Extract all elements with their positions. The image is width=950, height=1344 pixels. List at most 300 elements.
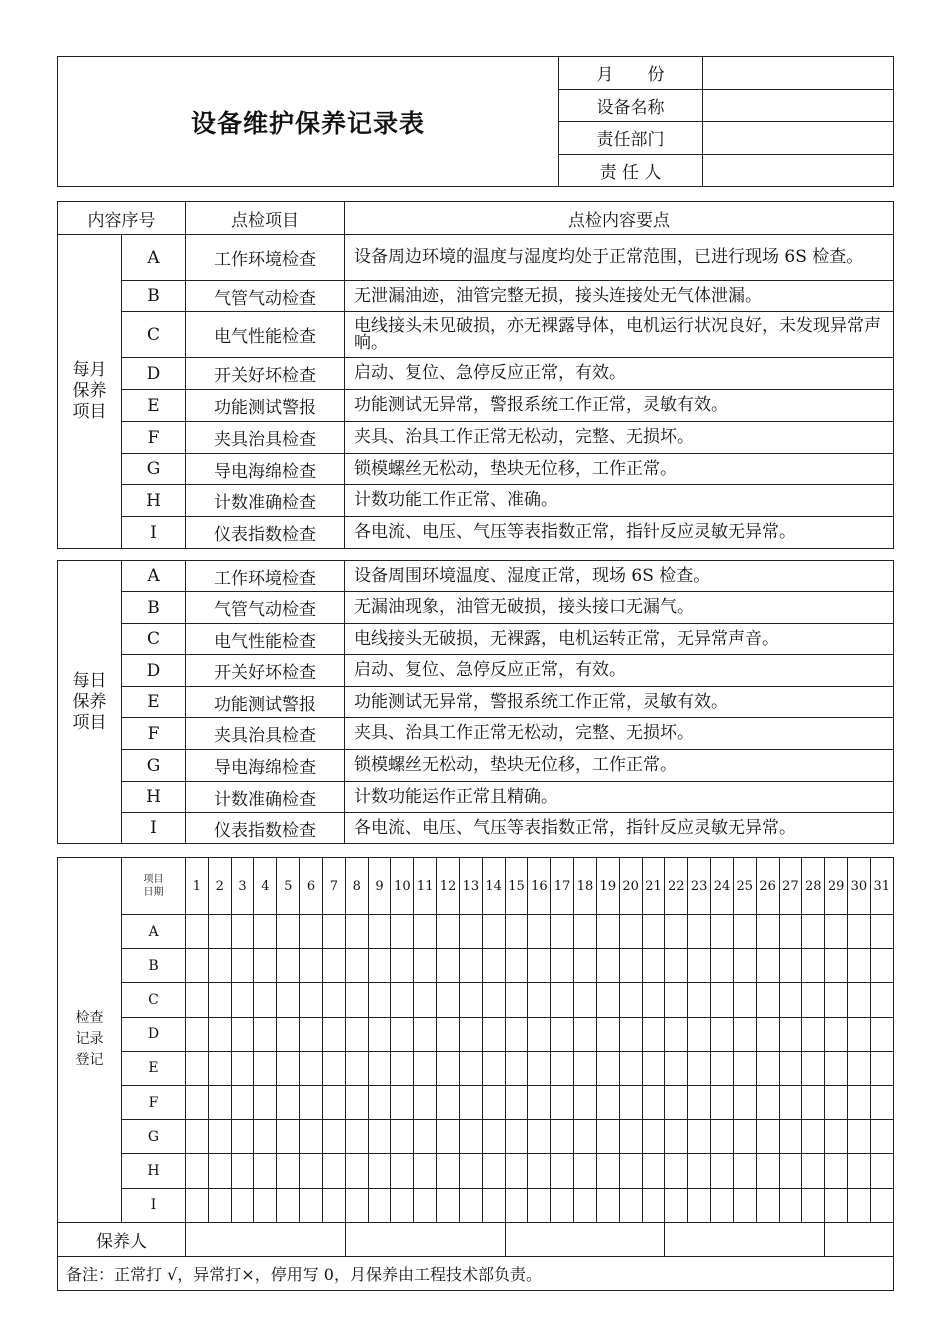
record-check-cell[interactable]	[528, 1188, 551, 1222]
record-check-cell[interactable]	[254, 949, 277, 983]
record-check-cell[interactable]	[186, 915, 209, 949]
record-check-cell[interactable]	[459, 1154, 482, 1188]
record-check-cell[interactable]	[665, 1085, 688, 1119]
record-check-cell[interactable]	[277, 1120, 300, 1154]
record-check-cell[interactable]	[505, 1154, 528, 1188]
record-check-cell[interactable]	[505, 1051, 528, 1085]
record-check-cell[interactable]	[665, 1154, 688, 1188]
record-check-cell[interactable]	[779, 1154, 802, 1188]
record-check-cell[interactable]	[642, 1051, 665, 1085]
record-check-cell[interactable]	[574, 1085, 597, 1119]
record-check-cell[interactable]	[528, 1085, 551, 1119]
record-check-cell[interactable]	[665, 949, 688, 983]
day-number: 20	[619, 858, 642, 915]
record-check-cell[interactable]	[756, 1017, 779, 1051]
record-check-cell[interactable]	[688, 949, 711, 983]
record-check-cell[interactable]	[459, 915, 482, 949]
record-check-cell[interactable]	[779, 1188, 802, 1222]
record-check-cell[interactable]	[574, 983, 597, 1017]
record-check-cell[interactable]	[551, 949, 574, 983]
record-check-cell[interactable]	[482, 1188, 505, 1222]
record-check-cell[interactable]	[870, 949, 893, 983]
record-check-cell[interactable]	[528, 1120, 551, 1154]
record-check-cell[interactable]	[733, 1017, 756, 1051]
record-check-cell[interactable]	[505, 1120, 528, 1154]
record-check-cell[interactable]	[802, 1017, 825, 1051]
record-check-cell[interactable]	[459, 1051, 482, 1085]
record-check-cell[interactable]	[848, 1188, 871, 1222]
record-check-cell[interactable]	[802, 915, 825, 949]
record-check-cell[interactable]	[870, 915, 893, 949]
record-check-cell[interactable]	[688, 1154, 711, 1188]
record-check-cell[interactable]	[779, 949, 802, 983]
record-check-cell[interactable]	[437, 1051, 460, 1085]
record-check-cell[interactable]	[322, 1188, 345, 1222]
record-check-cell[interactable]	[391, 1188, 414, 1222]
record-check-cell[interactable]	[345, 983, 368, 1017]
record-check-cell[interactable]	[277, 983, 300, 1017]
record-check-cell[interactable]	[848, 1017, 871, 1051]
record-check-cell[interactable]	[825, 1188, 848, 1222]
record-check-cell[interactable]	[756, 1085, 779, 1119]
record-check-cell[interactable]	[482, 1017, 505, 1051]
check-item: 夹具治具检查	[186, 422, 345, 454]
record-check-cell[interactable]	[711, 949, 734, 983]
record-check-cell[interactable]	[551, 915, 574, 949]
record-check-cell[interactable]	[505, 1017, 528, 1051]
record-check-cell[interactable]	[505, 1085, 528, 1119]
record-check-cell[interactable]	[208, 1120, 231, 1154]
record-check-cell[interactable]	[551, 1085, 574, 1119]
record-check-cell[interactable]	[870, 1085, 893, 1119]
record-check-cell[interactable]	[619, 1051, 642, 1085]
record-check-cell[interactable]	[733, 1051, 756, 1085]
record-check-cell[interactable]	[368, 1051, 391, 1085]
record-check-cell[interactable]	[368, 1017, 391, 1051]
record-check-cell[interactable]	[300, 1188, 323, 1222]
record-check-cell[interactable]	[322, 1017, 345, 1051]
record-check-cell[interactable]	[870, 1051, 893, 1085]
record-check-cell[interactable]	[825, 1120, 848, 1154]
maintainer-signature-cell[interactable]	[825, 1222, 893, 1256]
record-check-cell[interactable]	[459, 1188, 482, 1222]
record-check-cell[interactable]	[825, 1154, 848, 1188]
record-check-cell[interactable]	[733, 1120, 756, 1154]
record-check-cell[interactable]	[596, 1188, 619, 1222]
record-check-cell[interactable]	[779, 1085, 802, 1119]
record-check-cell[interactable]	[414, 1188, 437, 1222]
header-field-value[interactable]	[703, 89, 894, 122]
record-check-cell[interactable]	[825, 915, 848, 949]
daily-section-label	[58, 561, 122, 844]
record-check-cell[interactable]	[642, 1085, 665, 1119]
record-check-cell[interactable]	[231, 949, 254, 983]
record-check-cell[interactable]	[756, 1188, 779, 1222]
record-check-cell[interactable]	[665, 1188, 688, 1222]
record-check-cell[interactable]	[345, 1120, 368, 1154]
record-check-cell[interactable]	[574, 1017, 597, 1051]
record-check-cell[interactable]	[711, 1154, 734, 1188]
record-check-cell[interactable]	[756, 915, 779, 949]
record-check-cell[interactable]	[254, 1188, 277, 1222]
record-check-cell[interactable]	[756, 1154, 779, 1188]
record-check-cell[interactable]	[756, 1051, 779, 1085]
maintainer-label: 保养人	[58, 1222, 186, 1256]
record-check-cell[interactable]	[482, 1085, 505, 1119]
record-check-cell[interactable]	[733, 915, 756, 949]
day-number: 9	[368, 858, 391, 915]
record-check-cell[interactable]	[825, 949, 848, 983]
record-check-cell[interactable]	[345, 1085, 368, 1119]
record-check-cell[interactable]	[596, 1051, 619, 1085]
record-check-cell[interactable]	[596, 1017, 619, 1051]
record-check-cell[interactable]	[322, 1154, 345, 1188]
record-check-cell[interactable]	[391, 1154, 414, 1188]
record-check-cell[interactable]	[756, 1120, 779, 1154]
record-check-cell[interactable]	[254, 915, 277, 949]
record-check-cell[interactable]	[711, 1188, 734, 1222]
record-check-cell[interactable]	[528, 915, 551, 949]
record-check-cell[interactable]	[802, 1120, 825, 1154]
record-check-cell[interactable]	[551, 1188, 574, 1222]
record-check-cell[interactable]	[505, 915, 528, 949]
record-check-cell[interactable]	[414, 949, 437, 983]
record-check-cell[interactable]	[300, 1017, 323, 1051]
record-check-cell[interactable]	[825, 983, 848, 1017]
record-check-cell[interactable]	[345, 1051, 368, 1085]
record-check-cell[interactable]	[596, 915, 619, 949]
record-check-cell[interactable]	[551, 1154, 574, 1188]
record-check-cell[interactable]	[208, 949, 231, 983]
record-check-cell[interactable]	[208, 1188, 231, 1222]
record-check-cell[interactable]	[368, 1188, 391, 1222]
record-check-cell[interactable]	[322, 1120, 345, 1154]
record-check-cell[interactable]	[208, 983, 231, 1017]
header-field-value[interactable]	[703, 57, 894, 90]
record-check-cell[interactable]	[528, 949, 551, 983]
record-check-cell[interactable]	[848, 949, 871, 983]
record-check-cell[interactable]	[322, 1085, 345, 1119]
record-check-cell[interactable]	[551, 983, 574, 1017]
record-check-cell[interactable]	[322, 983, 345, 1017]
record-check-cell[interactable]	[870, 1188, 893, 1222]
record-check-cell[interactable]	[619, 1154, 642, 1188]
record-check-cell[interactable]	[848, 983, 871, 1017]
record-check-cell[interactable]	[300, 1051, 323, 1085]
record-check-cell[interactable]	[368, 949, 391, 983]
record-check-cell[interactable]	[596, 983, 619, 1017]
record-check-cell[interactable]	[208, 1051, 231, 1085]
record-check-cell[interactable]	[414, 915, 437, 949]
record-check-cell[interactable]	[459, 983, 482, 1017]
record-check-cell[interactable]	[642, 1188, 665, 1222]
record-check-cell[interactable]	[437, 1188, 460, 1222]
record-check-cell[interactable]	[505, 949, 528, 983]
record-check-cell[interactable]	[711, 1120, 734, 1154]
record-check-cell[interactable]	[459, 1120, 482, 1154]
record-check-cell[interactable]	[391, 1120, 414, 1154]
record-check-cell[interactable]	[254, 1051, 277, 1085]
record-check-cell[interactable]	[437, 1017, 460, 1051]
record-check-cell[interactable]	[528, 1154, 551, 1188]
record-check-cell[interactable]	[391, 983, 414, 1017]
maintainer-signature-cell[interactable]	[186, 1222, 346, 1256]
record-check-cell[interactable]	[208, 1085, 231, 1119]
record-check-cell[interactable]	[665, 1051, 688, 1085]
record-check-cell[interactable]	[642, 1017, 665, 1051]
record-check-cell[interactable]	[437, 1085, 460, 1119]
record-check-cell[interactable]	[619, 1120, 642, 1154]
record-check-cell[interactable]	[231, 983, 254, 1017]
record-check-cell[interactable]	[345, 915, 368, 949]
record-check-cell[interactable]	[186, 1120, 209, 1154]
record-check-cell[interactable]	[619, 1188, 642, 1222]
record-check-cell[interactable]	[391, 949, 414, 983]
record-check-cell[interactable]	[596, 1154, 619, 1188]
record-check-cell[interactable]	[208, 1154, 231, 1188]
record-check-cell[interactable]	[231, 1017, 254, 1051]
record-check-cell[interactable]	[848, 1051, 871, 1085]
record-check-cell[interactable]	[551, 1017, 574, 1051]
record-check-cell[interactable]	[688, 1120, 711, 1154]
record-check-cell[interactable]	[414, 1017, 437, 1051]
record-check-cell[interactable]	[300, 915, 323, 949]
record-check-cell[interactable]	[642, 1120, 665, 1154]
record-check-cell[interactable]	[802, 1051, 825, 1085]
record-check-cell[interactable]	[437, 915, 460, 949]
record-check-cell[interactable]	[596, 1085, 619, 1119]
record-check-cell[interactable]	[186, 1085, 209, 1119]
record-check-cell[interactable]	[231, 1154, 254, 1188]
record-check-cell[interactable]	[186, 983, 209, 1017]
record-check-cell[interactable]	[437, 949, 460, 983]
record-check-cell[interactable]	[437, 1120, 460, 1154]
check-item: 计数准确检查	[186, 485, 345, 517]
record-check-cell[interactable]	[277, 1154, 300, 1188]
record-check-cell[interactable]	[482, 915, 505, 949]
record-check-cell[interactable]	[414, 1051, 437, 1085]
record-check-cell[interactable]	[368, 983, 391, 1017]
record-check-cell[interactable]	[665, 1017, 688, 1051]
header-field-value[interactable]	[703, 122, 894, 155]
record-check-cell[interactable]	[688, 915, 711, 949]
record-check-cell[interactable]	[574, 1154, 597, 1188]
record-check-cell[interactable]	[322, 915, 345, 949]
record-check-cell[interactable]	[254, 1154, 277, 1188]
record-check-cell[interactable]	[505, 983, 528, 1017]
record-check-cell[interactable]	[482, 983, 505, 1017]
record-check-cell[interactable]	[756, 949, 779, 983]
record-check-cell[interactable]	[642, 1154, 665, 1188]
record-check-cell[interactable]	[779, 915, 802, 949]
section-label-line: 保养	[72, 691, 107, 712]
record-check-cell[interactable]	[300, 1085, 323, 1119]
maintainer-signature-cell[interactable]	[665, 1222, 825, 1256]
record-check-cell[interactable]	[186, 949, 209, 983]
record-check-cell[interactable]	[528, 1017, 551, 1051]
record-check-cell[interactable]	[368, 915, 391, 949]
record-check-cell[interactable]	[574, 915, 597, 949]
record-check-cell[interactable]	[186, 1154, 209, 1188]
record-check-cell[interactable]	[186, 1051, 209, 1085]
record-check-cell[interactable]	[596, 1120, 619, 1154]
record-check-cell[interactable]	[802, 949, 825, 983]
record-check-cell[interactable]	[619, 915, 642, 949]
record-check-cell[interactable]	[414, 1085, 437, 1119]
record-check-cell[interactable]	[802, 983, 825, 1017]
record-check-cell[interactable]	[711, 1051, 734, 1085]
record-check-cell[interactable]	[779, 1017, 802, 1051]
record-check-cell[interactable]	[825, 1085, 848, 1119]
record-check-cell[interactable]	[848, 915, 871, 949]
record-check-cell[interactable]	[779, 1051, 802, 1085]
record-check-cell[interactable]	[300, 949, 323, 983]
record-check-cell[interactable]	[322, 949, 345, 983]
record-check-cell[interactable]	[619, 1085, 642, 1119]
record-check-cell[interactable]	[459, 1085, 482, 1119]
record-check-cell[interactable]	[482, 1051, 505, 1085]
header-row	[58, 57, 894, 90]
record-check-cell[interactable]	[345, 949, 368, 983]
record-check-cell[interactable]	[574, 1120, 597, 1154]
record-check-cell[interactable]	[208, 1017, 231, 1051]
record-check-cell[interactable]	[688, 1188, 711, 1222]
check-content: 无泄漏油迹，油管完整无损，接头连接处无气体泄漏。	[345, 281, 894, 312]
record-check-cell[interactable]	[437, 983, 460, 1017]
record-check-cell[interactable]	[459, 1017, 482, 1051]
record-check-cell[interactable]	[848, 1120, 871, 1154]
record-check-cell[interactable]	[368, 1154, 391, 1188]
record-check-cell[interactable]	[414, 983, 437, 1017]
record-check-cell[interactable]	[277, 1051, 300, 1085]
record-check-cell[interactable]	[596, 949, 619, 983]
record-check-cell[interactable]	[391, 1051, 414, 1085]
record-check-cell[interactable]	[802, 1085, 825, 1119]
record-check-cell[interactable]	[574, 949, 597, 983]
record-check-cell[interactable]	[825, 1051, 848, 1085]
record-check-cell[interactable]	[688, 1085, 711, 1119]
record-check-cell[interactable]	[642, 949, 665, 983]
record-check-cell[interactable]	[322, 1051, 345, 1085]
header-field-value[interactable]	[703, 154, 894, 187]
record-check-cell[interactable]	[300, 983, 323, 1017]
record-check-cell[interactable]	[574, 1188, 597, 1222]
record-check-cell[interactable]	[733, 949, 756, 983]
record-check-cell[interactable]	[482, 1120, 505, 1154]
record-check-cell[interactable]	[277, 1017, 300, 1051]
record-check-cell[interactable]	[391, 1085, 414, 1119]
record-check-cell[interactable]	[642, 915, 665, 949]
record-check-cell[interactable]	[711, 983, 734, 1017]
record-check-cell[interactable]	[437, 1154, 460, 1188]
record-check-cell[interactable]	[711, 1085, 734, 1119]
record-check-cell[interactable]	[345, 1188, 368, 1222]
record-check-cell[interactable]	[870, 1154, 893, 1188]
record-check-cell[interactable]	[756, 983, 779, 1017]
record-check-cell[interactable]	[802, 1188, 825, 1222]
record-check-cell[interactable]	[345, 1017, 368, 1051]
record-check-cell[interactable]	[688, 1017, 711, 1051]
maintainer-signature-cell[interactable]	[505, 1222, 665, 1256]
record-check-cell[interactable]	[277, 1085, 300, 1119]
record-check-cell[interactable]	[848, 1085, 871, 1119]
table-row	[58, 358, 894, 390]
record-check-cell[interactable]	[277, 1188, 300, 1222]
record-check-cell[interactable]	[870, 1017, 893, 1051]
record-check-cell[interactable]	[505, 1188, 528, 1222]
record-check-cell[interactable]	[482, 949, 505, 983]
record-check-cell[interactable]	[619, 983, 642, 1017]
record-check-cell[interactable]	[733, 1154, 756, 1188]
record-check-cell[interactable]	[186, 1188, 209, 1222]
item-code: G	[122, 750, 186, 782]
record-row	[58, 949, 894, 983]
record-check-cell[interactable]	[208, 915, 231, 949]
record-check-cell[interactable]	[231, 915, 254, 949]
record-check-cell[interactable]	[665, 983, 688, 1017]
record-check-cell[interactable]	[848, 1154, 871, 1188]
record-check-cell[interactable]	[414, 1120, 437, 1154]
record-check-cell[interactable]	[619, 949, 642, 983]
record-check-cell[interactable]	[231, 1188, 254, 1222]
record-check-cell[interactable]	[551, 1120, 574, 1154]
record-check-cell[interactable]	[300, 1154, 323, 1188]
maintainer-signature-cell[interactable]	[345, 1222, 505, 1256]
record-check-cell[interactable]	[414, 1154, 437, 1188]
record-check-cell[interactable]	[825, 1017, 848, 1051]
record-check-cell[interactable]	[459, 949, 482, 983]
record-check-cell[interactable]	[345, 1154, 368, 1188]
record-check-cell[interactable]	[254, 1085, 277, 1119]
record-check-cell[interactable]	[870, 983, 893, 1017]
record-check-cell[interactable]	[254, 983, 277, 1017]
record-check-cell[interactable]	[665, 1120, 688, 1154]
record-check-cell[interactable]	[802, 1154, 825, 1188]
record-check-cell[interactable]	[779, 983, 802, 1017]
record-check-cell[interactable]	[277, 915, 300, 949]
record-check-cell[interactable]	[733, 1085, 756, 1119]
record-check-cell[interactable]	[231, 1051, 254, 1085]
record-check-cell[interactable]	[391, 915, 414, 949]
record-check-cell[interactable]	[254, 1120, 277, 1154]
record-check-cell[interactable]	[528, 983, 551, 1017]
record-check-cell[interactable]	[665, 915, 688, 949]
record-check-cell[interactable]	[231, 1120, 254, 1154]
record-check-cell[interactable]	[300, 1120, 323, 1154]
record-check-cell[interactable]	[231, 1085, 254, 1119]
record-check-cell[interactable]	[391, 1017, 414, 1051]
record-check-cell[interactable]	[642, 983, 665, 1017]
record-check-cell[interactable]	[186, 1017, 209, 1051]
record-check-cell[interactable]	[574, 1051, 597, 1085]
record-check-cell[interactable]	[870, 1120, 893, 1154]
record-check-cell[interactable]	[688, 1051, 711, 1085]
record-check-cell[interactable]	[368, 1120, 391, 1154]
record-check-cell[interactable]	[368, 1085, 391, 1119]
record-check-cell[interactable]	[779, 1120, 802, 1154]
record-check-cell[interactable]	[254, 1017, 277, 1051]
record-check-cell[interactable]	[711, 1017, 734, 1051]
record-check-cell[interactable]	[619, 1017, 642, 1051]
record-check-cell[interactable]	[551, 1051, 574, 1085]
record-check-cell[interactable]	[482, 1154, 505, 1188]
record-check-cell[interactable]	[733, 1188, 756, 1222]
record-check-cell[interactable]	[733, 983, 756, 1017]
record-check-cell[interactable]	[711, 915, 734, 949]
record-check-cell[interactable]	[277, 949, 300, 983]
record-check-cell[interactable]	[688, 983, 711, 1017]
record-check-cell[interactable]	[528, 1051, 551, 1085]
